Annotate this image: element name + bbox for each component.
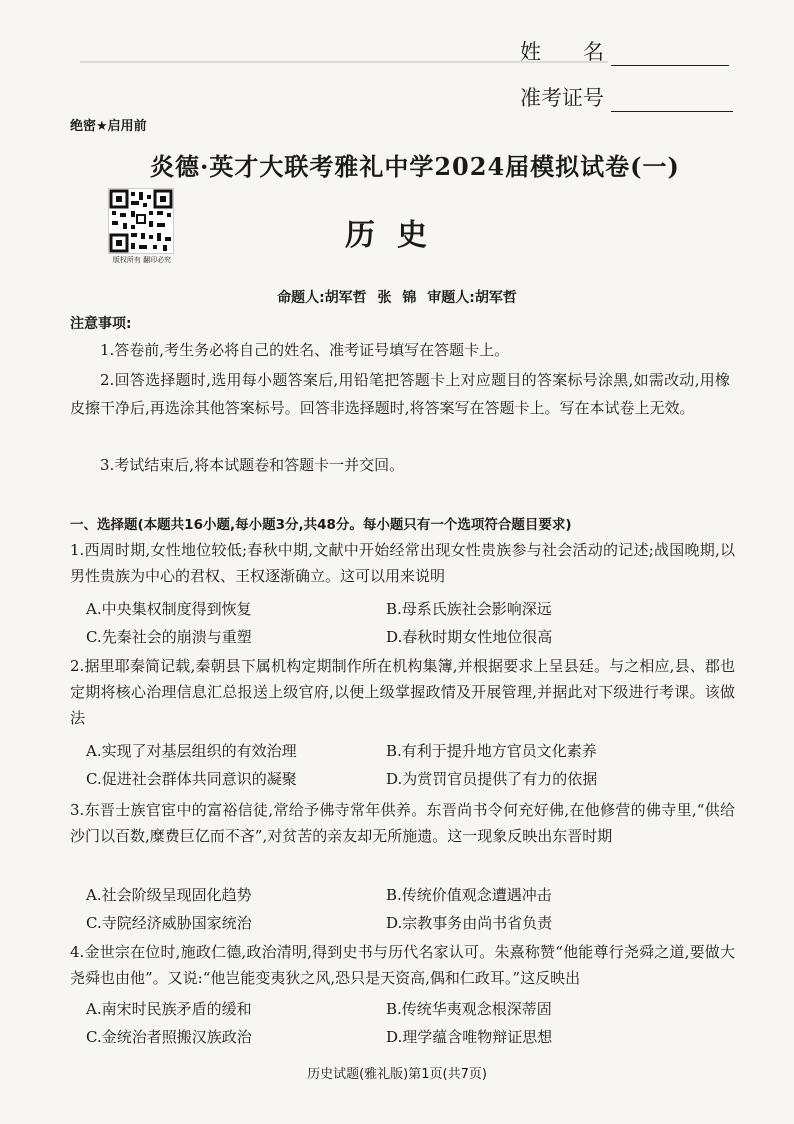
page-footer: 历史试题(雅礼版)第1页(共7页)	[307, 1067, 487, 1082]
bleed-through-texture: ▔▔▔▔▔▔▔▔▔▔▔▔▔▔▔▔▔▔▔▔▔▔▔▔▔▔▔▔▔▔▔▔▔▔▔▔▔▔▔▔▔▔▔▔▔▔▔▔▔	[80, 62, 608, 78]
option-b[interactable]: B.有利于提升地方官员文化素养	[386, 742, 597, 760]
question-stem: 3.东晋士族官宦中的富裕信徒,常给予佛寺常年供养。东晋尚书令何充好佛,在他修营的佛寺里,“供给沙门以百数,糜费巨亿而不吝”,对贫苦的亲友却无所施遗。这一现象反映出东晋时期	[70, 801, 735, 845]
question-stem: 1.西周时期,女性地位较低;春秋中期,文献中开始经常出现女性贵族参与社会活动的记述;战国晚期,以男性贵族为中心的君权、王权逐渐确立。这可以用来说明	[70, 541, 735, 585]
qr-caption: 版权所有 翻印必究	[112, 256, 172, 264]
name-field	[520, 36, 729, 66]
notice-item: 1.答卷前,考生务必将自己的姓名、准考证号填写在答题卡上。	[100, 341, 510, 359]
question-stem: 2.据里耶秦简记载,秦朝县下属机构定期制作所在机构集簿,并根据要求上呈县廷。与之相应,县、郡也定期将核心治理信息汇总报送上级官府,以便上级掌握政情及开展管理,并据此对下级进行考课。该做法	[70, 657, 735, 727]
option-b[interactable]: B.母系氏族社会影响深远	[386, 600, 552, 618]
subject-title: 历史	[345, 218, 449, 253]
secret-mark: 绝密★启用前	[70, 119, 147, 134]
option-c[interactable]: C.先秦社会的崩溃与重塑	[86, 628, 252, 646]
name-input-line[interactable]	[611, 65, 729, 66]
option-d[interactable]: D.宗教事务由尚书省负责	[386, 914, 553, 932]
section-heading: 一、选择题(本题共16小题,每小题3分,共48分。每小题只有一个选项符合题目要求)	[70, 517, 572, 533]
option-b[interactable]: B.传统价值观念遭遇冲击	[386, 886, 552, 904]
option-a[interactable]: A.社会阶级呈现固化趋势	[86, 886, 252, 904]
exam-title: 炎德·英才大联考雅礼中学2024届模拟试卷(一)	[150, 152, 680, 181]
exam-id-label: 准考证号	[520, 86, 604, 110]
notices-heading: 注意事项:	[70, 316, 132, 332]
option-d[interactable]: D.为赏罚官员提供了有力的依据	[386, 770, 598, 788]
option-d[interactable]: D.理学蕴含唯物辩证思想	[386, 1028, 553, 1046]
exam-id-field	[520, 82, 733, 112]
option-a[interactable]: A.实现了对基层组织的有效治理	[86, 742, 297, 760]
option-a[interactable]: A.南宋时民族矛盾的缓和	[86, 1000, 252, 1018]
notice-item: 3.考试结束后,将本试题卷和答题卡一并交回。	[100, 456, 405, 474]
option-a[interactable]: A.中央集权制度得到恢复	[86, 600, 252, 618]
option-b[interactable]: B.传统华夷观念根深蒂固	[386, 1000, 552, 1018]
qr-code	[108, 188, 174, 254]
qr-code-icon	[109, 189, 173, 253]
option-c[interactable]: C.促进社会群体共同意识的凝聚	[86, 770, 297, 788]
option-c[interactable]: C.寺院经济威胁国家统治	[86, 914, 252, 932]
notice-item: 2.回答选择题时,选用每小题答案后,用铅笔把答题卡上对应题目的答案标号涂黑,如需改动,用橡皮擦干净后,再选涂其他答案标号。回答非选择题时,将答案写在答题卡上。写在本试卷上无效。	[70, 371, 730, 417]
name-label: 姓 名	[520, 40, 604, 64]
question-stem: 4.金世宗在位时,施政仁德,政治清明,得到史书与历代名家认可。朱熹称赞“他能尊行尧舜之道,要做大尧舜也由他”。又说:“他岂能变夷狄之风,恐只是天资高,偶和仁政耳。”这反映出	[70, 943, 735, 987]
option-d[interactable]: D.春秋时期女性地位很高	[386, 628, 553, 646]
option-c[interactable]: C.金统治者照搬汉族政治	[86, 1028, 252, 1046]
exam-id-input-line[interactable]	[611, 111, 733, 112]
authors-line: 命题人:胡军哲 张 锦 审题人:胡军哲	[277, 290, 517, 306]
